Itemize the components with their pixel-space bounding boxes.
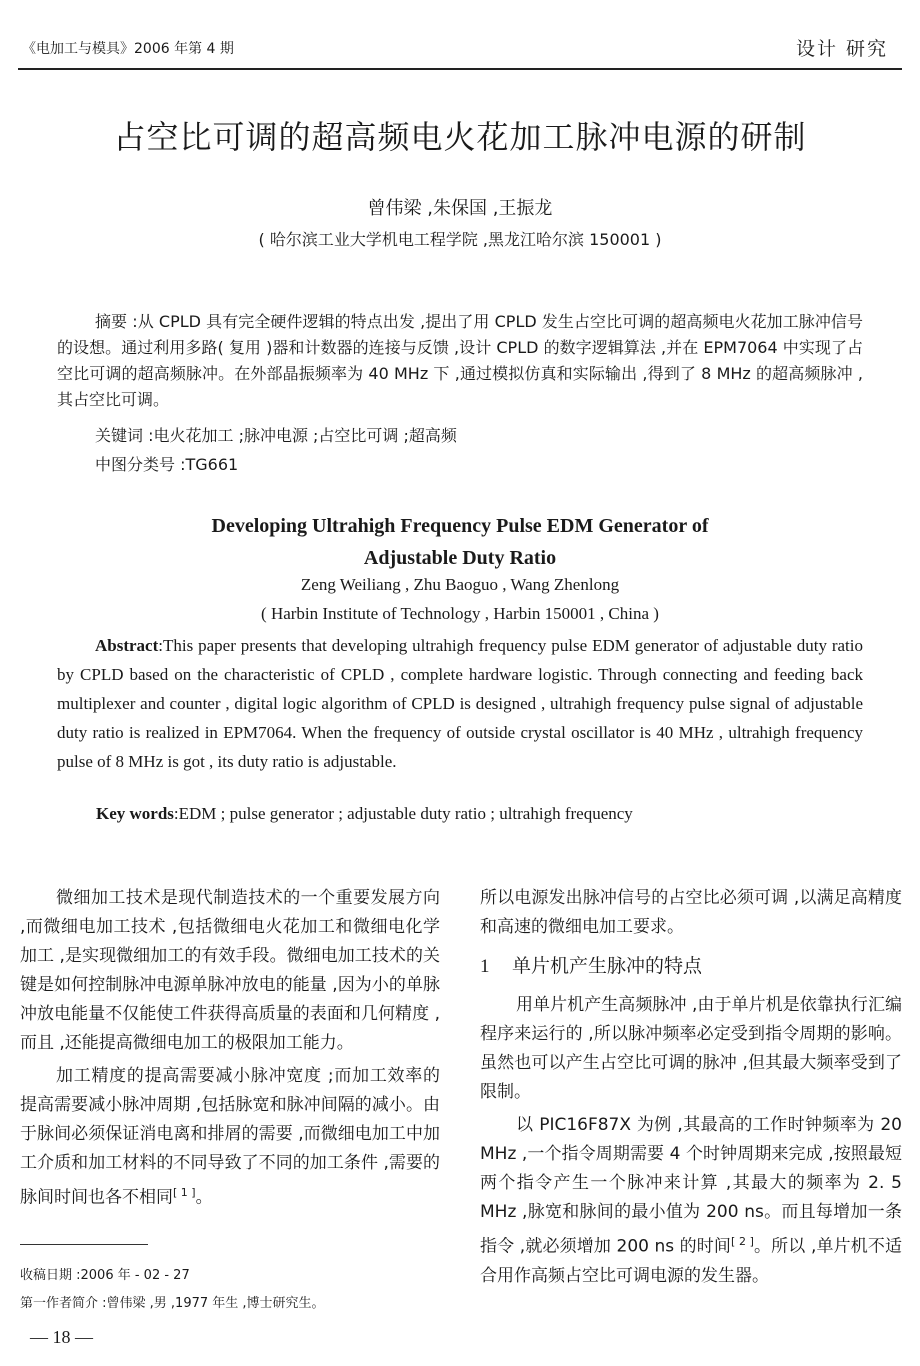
body-paragraph: 加工精度的提高需要减小脉冲宽度 ;而加工效率的提高需要减小脉冲周期 ,包括脉宽和脉冲间隔的减小。由于脉间必须保证消电离和排屑的需要 ,而微细电加工中加工介质和加工材料的不同导致了不同的加工条件 ,需要的脉间时间也各不相同[ 1 ]。: [20, 1066, 440, 1208]
english-abstract-text: :This paper presents that developing ultrahigh frequency pulse EDM generator of adjustable duty ratio by CPLD based on the characteristic of CPLD , complete hardware logistic. Through connecting and feeding back multiplexer and counter , digital logic algorithm of CPLD is designed , ultrahigh frequency pulse signal of adjustable duty ratio is realized in EPM7064. When the frequency of outside crystal oscillator is 40 MHz , ultrahigh frequency pulse of 8 MHz is got , its duty ratio is adjustable.: [57, 636, 863, 771]
abstract-cn: [57, 309, 863, 413]
section-title: 单片机产生脉冲的特点: [512, 955, 703, 977]
english-keywords-text: :EDM ; pulse generator ; adjustable duty ratio ; ultrahigh frequency: [173, 804, 633, 823]
authors: 曾伟梁 ,朱保国 ,王振龙: [367, 198, 553, 219]
english-affiliation: ( Harbin Institute of Technology , Harbin 150001 , China ): [261, 604, 659, 623]
footnote-author: 第一作者简介 :曾伟梁 ,男 ,1977 年生 ,博士研究生。: [20, 1296, 325, 1311]
english-authors: Zeng Weiliang , Zhu Baoguo , Wang Zhenlong: [300, 575, 620, 594]
section-heading: [480, 952, 902, 981]
keywords-label: Key words: [96, 804, 174, 823]
citation-ref: [ 1 ]: [173, 1186, 196, 1199]
english-abstract: [57, 631, 863, 776]
page-number: — 18 —: [30, 1327, 93, 1347]
body-left-column: [20, 884, 440, 1217]
header-rule: [18, 68, 902, 70]
abstract-cn-text: 摘要 :从 CPLD 具有完全硬件逻辑的特点出发 ,提出了用 CPLD 发生占空比可调的超高频电火花加工脉冲信号的设想。通过利用多路( 复用 )器和计数器的连接与反馈 ,设计 CPLD 的数字逻辑算法 ,并在 EPM7064 中实现了占空比可调的超高频脉冲。在外部晶振频率为 40 MHz 下 ,通过模拟仿真和实际输出 ,得到了 8 MHz 的超高频脉冲 ,其占空比可调。: [57, 312, 863, 409]
citation-ref: [ 2 ]: [731, 1235, 754, 1248]
body-paragraph: 微细加工技术是现代制造技术的一个重要发展方向 ,而微细电加工技术 ,包括微细电火花加工和微细电化学加工 ,是实现微细加工的有效手段。微细电加工技术的关键是如何控制脉冲电源单脉冲放电的能量 ,因为小的单脉冲放电能量不仅能使工件获得高质量的表面和几何精度 ,而且 ,还能提高微细电加工的极限加工能力。: [20, 888, 440, 1053]
english-title: [0, 510, 920, 574]
english-keywords: [96, 804, 633, 824]
body-paragraph: 以 PIC16F87X 为例 ,其最高的工作时钟频率为 20 MHz ,一个指令周期需要 4 个时钟周期来完成 ,按照最短两个指令产生一个脉冲来计算 ,其最大的频率为 2. 5 MHz ,脉宽和脉间的最小值为 200 ns。而且每增加一条指令 ,就必须增加 200 ns 的时间[ 2 ]。所以 ,单片机不适合用作高频占空比可调电源的发生器。: [480, 1115, 902, 1286]
journal-header: 《电加工与模具》2006 年第 4 期: [22, 41, 234, 57]
keywords-cn: 关键词 :电火花加工 ;脉冲电源 ;占空比可调 ;超高频: [95, 426, 457, 445]
section-label: 设计 研究: [795, 38, 888, 60]
abstract-label: Abstract: [95, 636, 159, 655]
body-paragraph: 所以电源发出脉冲信号的占空比必须可调 ,以满足高精度和高速的微细电加工要求。: [480, 888, 902, 937]
footnote-rule: [20, 1244, 148, 1245]
section-number: 1: [480, 956, 490, 977]
english-title-line1: Developing Ultrahigh Frequency Pulse EDM Generator of: [211, 515, 709, 537]
body-right-column: [480, 884, 902, 1295]
affiliation: ( 哈尔滨工业大学机电工程学院 ,黑龙江哈尔滨 150001 ): [258, 230, 662, 249]
english-title-line2: Adjustable Duty Ratio: [363, 547, 557, 569]
body-paragraph: 用单片机产生高频脉冲 ,由于单片机是依靠执行汇编程序来运行的 ,所以脉冲频率必定受到指令周期的影响。虽然也可以产生占空比可调的脉冲 ,但其最大频率受到了限制。: [480, 995, 902, 1102]
footnote-received: 收稿日期 :2006 年 - 02 - 27: [20, 1268, 190, 1283]
paper-title: 占空比可调的超高频电火花加工脉冲电源的研制: [113, 118, 807, 156]
classification-number: 中图分类号 :TG661: [95, 455, 239, 474]
